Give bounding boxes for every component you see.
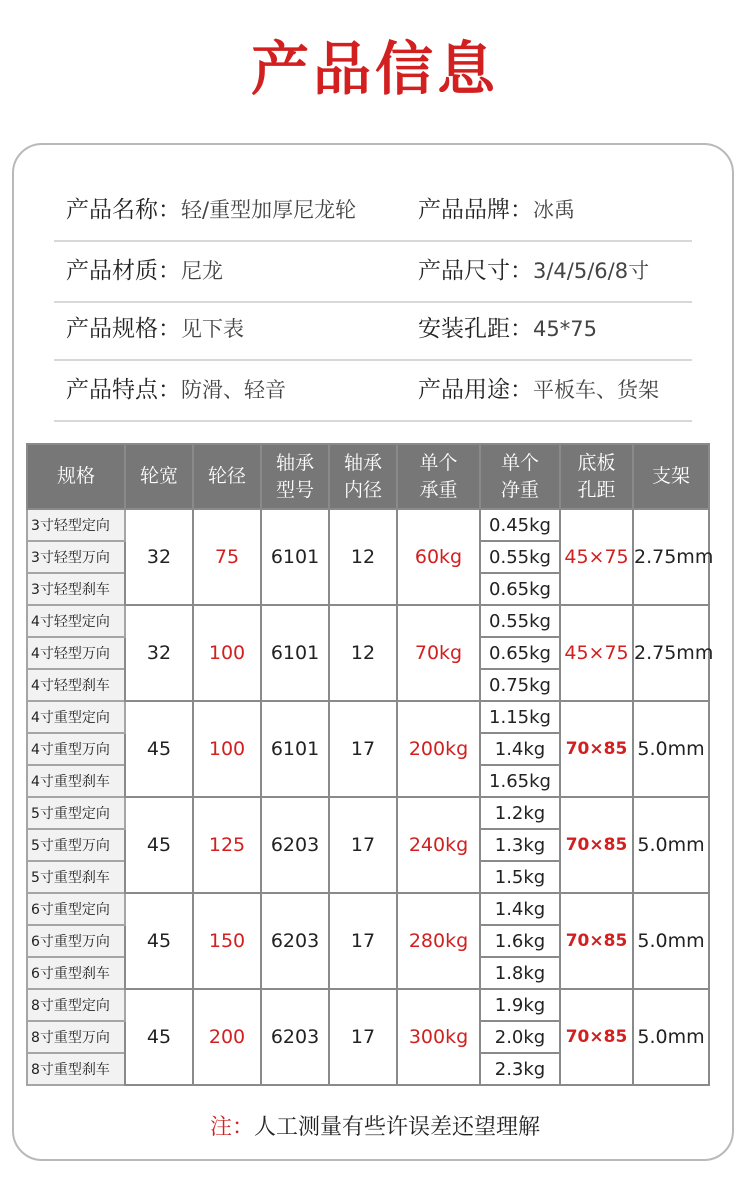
table-row bbox=[27, 605, 709, 637]
info-row-material-size bbox=[54, 241, 692, 303]
weight-cell: 0.65kg bbox=[480, 573, 560, 605]
weight-cell: 2.3kg bbox=[480, 1053, 560, 1085]
hole-cell: 70×85 bbox=[560, 797, 633, 893]
inner-cell: 17 bbox=[329, 989, 397, 1085]
width-cell: 45 bbox=[125, 797, 193, 893]
weight-cell: 2.0kg bbox=[480, 1021, 560, 1053]
header-bearing-inner bbox=[329, 444, 397, 509]
weight-cell: 0.55kg bbox=[480, 605, 560, 637]
page-title: 产品信息 bbox=[250, 35, 499, 103]
width-cell: 45 bbox=[125, 701, 193, 797]
info-label: 产品品牌： bbox=[418, 197, 533, 223]
info-mount-hole bbox=[418, 299, 597, 359]
model-cell: 8寸重型万向 bbox=[27, 1021, 125, 1053]
bracket-cell: 5.0mm bbox=[633, 893, 709, 989]
model-cell: 5寸重型定向 bbox=[27, 797, 125, 829]
table-row bbox=[27, 701, 709, 733]
weight-cell: 0.75kg bbox=[480, 669, 560, 701]
info-product-material bbox=[66, 241, 223, 301]
header-net-weight bbox=[480, 444, 560, 509]
diameter-cell: 75 bbox=[193, 509, 261, 605]
weight-cell: 0.55kg bbox=[480, 541, 560, 573]
hole-cell: 45×75 bbox=[560, 509, 633, 605]
weight-cell: 0.65kg bbox=[480, 637, 560, 669]
hole-cell: 70×85 bbox=[560, 701, 633, 797]
load-cell: 70kg bbox=[397, 605, 480, 701]
info-row-feature-use bbox=[54, 360, 692, 422]
weight-cell: 1.6kg bbox=[480, 925, 560, 957]
model-cell: 3寸轻型定向 bbox=[27, 509, 125, 541]
header-bracket bbox=[633, 444, 709, 509]
info-label: 安装孔距： bbox=[418, 316, 533, 342]
header-text: 净重 bbox=[500, 478, 539, 501]
header-text: 轴承 bbox=[275, 451, 314, 474]
header-text: 轮径 bbox=[207, 465, 246, 487]
info-row-name-brand bbox=[54, 180, 692, 242]
diameter-cell: 125 bbox=[193, 797, 261, 893]
info-label: 产品特点： bbox=[66, 377, 181, 403]
diameter-cell: 100 bbox=[193, 605, 261, 701]
spec-table bbox=[26, 443, 714, 1086]
measurement-note bbox=[0, 1110, 750, 1141]
diameter-cell: 150 bbox=[193, 893, 261, 989]
info-value: 见下表 bbox=[181, 317, 244, 341]
info-label: 产品规格： bbox=[66, 316, 181, 342]
bracket-cell: 5.0mm bbox=[633, 701, 709, 797]
info-value: 3/4/5/6/8寸 bbox=[533, 259, 650, 283]
header-text: 型号 bbox=[275, 478, 314, 501]
bearing-cell: 6203 bbox=[261, 797, 329, 893]
info-value: 轻/重型加厚尼龙轮 bbox=[181, 198, 357, 222]
bracket-cell: 2.75mm bbox=[633, 605, 709, 701]
info-product-feature bbox=[66, 360, 286, 420]
model-cell: 4寸轻型万向 bbox=[27, 637, 125, 669]
diameter-cell: 100 bbox=[193, 701, 261, 797]
header-text: 单个 bbox=[500, 451, 539, 474]
model-cell: 5寸重型万向 bbox=[27, 829, 125, 861]
bearing-cell: 6101 bbox=[261, 509, 329, 605]
bearing-cell: 6203 bbox=[261, 989, 329, 1085]
hole-cell: 70×85 bbox=[560, 893, 633, 989]
note-prefix: 注： bbox=[209, 1115, 254, 1140]
model-cell: 4寸重型万向 bbox=[27, 733, 125, 765]
bracket-cell: 5.0mm bbox=[633, 797, 709, 893]
weight-cell: 1.4kg bbox=[480, 733, 560, 765]
weight-cell: 1.8kg bbox=[480, 957, 560, 989]
table-row bbox=[27, 797, 709, 829]
header-text: 底板 bbox=[577, 451, 616, 474]
info-label: 产品名称： bbox=[66, 197, 181, 223]
load-cell: 300kg bbox=[397, 989, 480, 1085]
table-row bbox=[27, 509, 709, 541]
bracket-cell: 2.75mm bbox=[633, 509, 709, 605]
info-product-brand bbox=[418, 180, 575, 240]
header-text: 轮宽 bbox=[139, 465, 178, 487]
weight-cell: 1.2kg bbox=[480, 797, 560, 829]
info-value: 尼龙 bbox=[181, 259, 223, 283]
hole-cell: 45×75 bbox=[560, 605, 633, 701]
weight-cell: 1.5kg bbox=[480, 861, 560, 893]
table-row bbox=[27, 893, 709, 925]
inner-cell: 12 bbox=[329, 509, 397, 605]
load-cell: 60kg bbox=[397, 509, 480, 605]
model-cell: 4寸轻型刹车 bbox=[27, 669, 125, 701]
header-wheel-width bbox=[125, 444, 193, 509]
table-row bbox=[27, 989, 709, 1021]
model-cell: 6寸重型刹车 bbox=[27, 957, 125, 989]
weight-cell: 1.3kg bbox=[480, 829, 560, 861]
model-cell: 6寸重型定向 bbox=[27, 893, 125, 925]
weight-cell: 1.15kg bbox=[480, 701, 560, 733]
inner-cell: 17 bbox=[329, 797, 397, 893]
model-cell: 8寸重型刹车 bbox=[27, 1053, 125, 1085]
header-text: 支架 bbox=[651, 465, 690, 487]
model-cell: 8寸重型定向 bbox=[27, 989, 125, 1021]
header-text: 承重 bbox=[419, 478, 458, 501]
weight-cell: 0.45kg bbox=[480, 509, 560, 541]
header-wheel-diameter bbox=[193, 444, 261, 509]
info-product-size bbox=[418, 241, 649, 301]
header-load bbox=[397, 444, 480, 509]
weight-cell: 1.65kg bbox=[480, 765, 560, 797]
info-product-spec bbox=[66, 299, 244, 359]
model-cell: 3寸轻型刹车 bbox=[27, 573, 125, 605]
width-cell: 32 bbox=[125, 509, 193, 605]
inner-cell: 12 bbox=[329, 605, 397, 701]
note-text: 人工测量有些许误差还望理解 bbox=[254, 1115, 541, 1140]
info-value: 防滑、轻音 bbox=[181, 378, 286, 402]
load-cell: 200kg bbox=[397, 701, 480, 797]
inner-cell: 17 bbox=[329, 893, 397, 989]
model-cell: 4寸重型定向 bbox=[27, 701, 125, 733]
info-label: 产品材质： bbox=[66, 258, 181, 284]
header-text: 轴承 bbox=[343, 451, 382, 474]
hole-cell: 70×85 bbox=[560, 989, 633, 1085]
diameter-cell: 200 bbox=[193, 989, 261, 1085]
header-text: 规格 bbox=[56, 465, 95, 487]
load-cell: 240kg bbox=[397, 797, 480, 893]
info-label: 产品用途： bbox=[418, 377, 533, 403]
load-cell: 280kg bbox=[397, 893, 480, 989]
width-cell: 45 bbox=[125, 989, 193, 1085]
header-bearing-model bbox=[261, 444, 329, 509]
info-row-spec-hole bbox=[54, 299, 692, 361]
model-cell: 6寸重型万向 bbox=[27, 925, 125, 957]
header-text: 内径 bbox=[343, 478, 382, 501]
header-spec bbox=[27, 444, 125, 509]
model-cell: 3寸轻型万向 bbox=[27, 541, 125, 573]
header-hole-spacing bbox=[560, 444, 633, 509]
info-value: 冰禹 bbox=[533, 198, 575, 222]
bearing-cell: 6101 bbox=[261, 701, 329, 797]
header-text: 单个 bbox=[419, 451, 458, 474]
info-product-name bbox=[66, 180, 356, 240]
info-product-use bbox=[418, 360, 659, 420]
info-value: 45*75 bbox=[533, 317, 597, 341]
model-cell: 5寸重型刹车 bbox=[27, 861, 125, 893]
table-header-row bbox=[27, 444, 709, 509]
model-cell: 4寸重型刹车 bbox=[27, 765, 125, 797]
weight-cell: 1.9kg bbox=[480, 989, 560, 1021]
info-value: 平板车、货架 bbox=[533, 378, 659, 402]
width-cell: 45 bbox=[125, 893, 193, 989]
model-cell: 4寸轻型定向 bbox=[27, 605, 125, 637]
inner-cell: 17 bbox=[329, 701, 397, 797]
bearing-cell: 6101 bbox=[261, 605, 329, 701]
header-text: 孔距 bbox=[577, 478, 616, 501]
bearing-cell: 6203 bbox=[261, 893, 329, 989]
width-cell: 32 bbox=[125, 605, 193, 701]
info-label: 产品尺寸： bbox=[418, 258, 533, 284]
bracket-cell: 5.0mm bbox=[633, 989, 709, 1085]
weight-cell: 1.4kg bbox=[480, 893, 560, 925]
